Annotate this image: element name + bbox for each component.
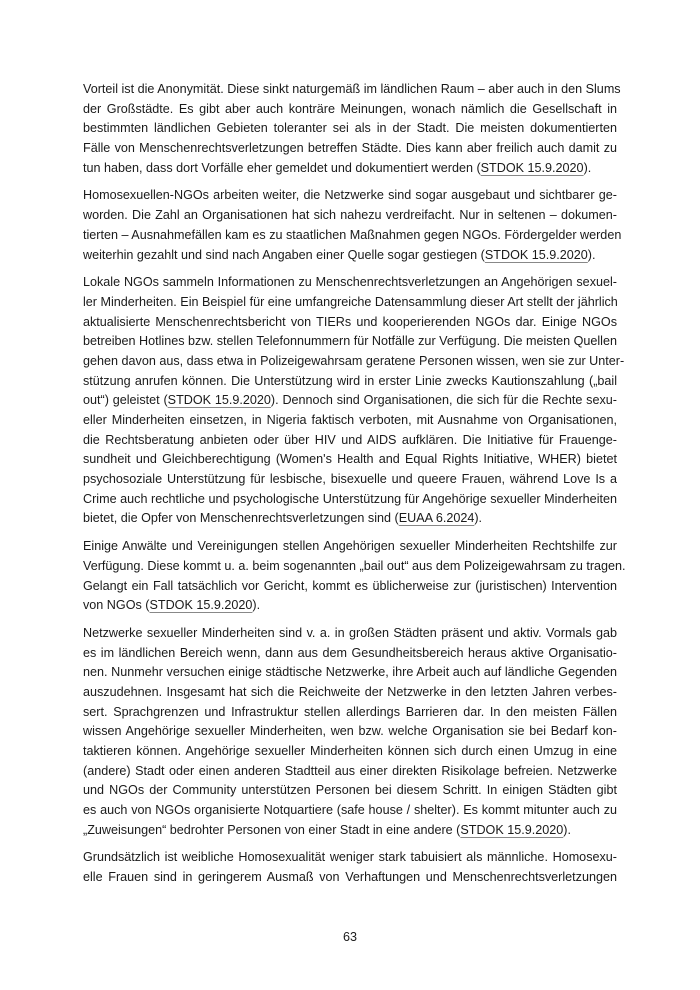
line-text: nen. Nunmehr versuchen einige städtische Netzwerke, ihre Arbeit auch auf ländliche Gegenden: [83, 665, 617, 680]
line-text: Crime auch rechtliche und psychologische Unterstützung für Angehörige sexueller Minderheiten: [83, 491, 617, 506]
line-text: Homosexuellen-NGOs arbeiten weiter, die Netzwerke sind sogar ausgebaut und sichtbarer ge-: [83, 188, 617, 203]
text-line: [83, 509, 617, 529]
text-line: [83, 313, 617, 333]
line-text: aktualisierte Menschenrechtsbericht von TIERs und kooperierenden NGOs dar. Einige NGOs: [83, 314, 617, 329]
text-line: [83, 801, 617, 821]
line-text: worden. Die Zahl an Organisationen hat sich nahezu verdreifacht. Nur in seltenen – dokumen-: [83, 208, 617, 223]
line-text: wissen Angehörige sexueller Minderheiten, wen bzw. welche Organisation sie bei Bedarf kon-: [83, 724, 617, 739]
text-line: [83, 273, 617, 293]
line-text: Lokale NGOs sammeln Informationen zu Menschenrechtsverletzungen an Angehörigen sexuel-: [83, 275, 617, 290]
paragraph: [83, 624, 617, 841]
line-text: Netzwerke sexueller Minderheiten sind v. a. in großen Städten präsent und aktiv. Vormals gab: [83, 625, 617, 640]
line-text: elle Frauen sind in geringerem Ausmaß von Verhaftungen und Menschenrechtsverletzungen: [83, 870, 617, 885]
text-line: [83, 206, 617, 226]
text-line: [83, 139, 617, 159]
paragraph: [83, 537, 626, 616]
text-line: [83, 577, 617, 597]
line-text: tun haben, dass dort Vorfälle eher gemeldet und dokumentiert werden (: [83, 160, 481, 175]
line-text: taktieren können. Angehörige sexueller Minderheiten können sich durch einen Umzug in eine: [83, 744, 617, 758]
line-text: ).: [583, 160, 592, 175]
text-line: [83, 119, 617, 139]
line-text: Grundsätzlich ist weibliche Homosexualität weniger stark tabuisiert als männliche. Homosexu-: [83, 850, 617, 865]
text-line: [83, 557, 626, 577]
text-line: [83, 372, 617, 392]
paragraph: [83, 80, 621, 178]
text-line: [83, 470, 617, 490]
line-text: Gelangt ein Fall tatsächlich vor Gericht, kommt es üblicherweise zur (juristischen) Intervention: [83, 578, 617, 593]
paragraph: [83, 186, 622, 265]
text-line: [83, 821, 617, 841]
line-text: betreiben Hotlines bzw. stellen Telefonnummern für Notfälle zur Verfügung. Die meisten Quellen: [83, 334, 617, 349]
text-line: [83, 868, 617, 888]
source-reference-link[interactable]: STDOK 15.9.2020: [460, 822, 564, 837]
source-reference-link[interactable]: STDOK 15.9.2020: [484, 247, 588, 262]
text-line: [83, 644, 617, 664]
line-text: gehen davon aus, dass etwa in Polizeigewahrsam geratene Personen wissen, wen sie zur Unter-: [83, 353, 625, 368]
line-text: eller Minderheiten einsetzen, in Nigeria faktisch verboten, mit Ausnahme von Organisationen,: [83, 413, 617, 427]
text-line: [83, 742, 617, 762]
text-line: [83, 596, 617, 616]
text-line: [83, 683, 617, 703]
text-line: [83, 431, 617, 451]
line-text: auszudehnen. Insgesamt hat sich die Reichweite der Netzwerke in den letzten Jahren verbes-: [83, 684, 617, 699]
text-line: [83, 352, 625, 372]
line-text: bietet, die Opfer von Menschenrechtsverletzungen sind (: [83, 511, 399, 526]
source-reference-link[interactable]: EUAA 6.2024: [398, 511, 475, 526]
text-line: [83, 246, 617, 266]
text-line: [83, 411, 617, 431]
line-text: es auch von NGOs organisierte Notquartiere (safe house / shelter). Es kommt mitunter auch zu: [83, 803, 617, 818]
source-reference-link[interactable]: STDOK 15.9.2020: [149, 598, 253, 613]
text-line: [83, 332, 617, 352]
line-text: ).: [563, 822, 571, 837]
line-text: es im ländlichen Bereich wenn, dann aus dem Gesundheitsbereich heraus aktive Organisatio-: [83, 645, 617, 660]
line-text: der Großstädte. Es gibt aber auch konträre Meinungen, wonach nämlich die Gesellschaft in: [83, 101, 617, 116]
paragraph: [83, 273, 625, 529]
text-line: [83, 186, 617, 206]
source-reference-link[interactable]: STDOK 15.9.2020: [167, 393, 271, 408]
text-line: [83, 663, 617, 683]
line-text: ).: [252, 598, 261, 613]
source-reference-link[interactable]: STDOK 15.9.2020: [480, 160, 584, 175]
text-line: [83, 293, 617, 313]
line-text: von NGOs (: [83, 598, 150, 613]
line-text: sundheit und Gleichberechtigung (Women's Health and Equal Rights Initiative, WHER) bietet: [83, 452, 617, 467]
line-text: psychosoziale Unterstützung für lesbische, bisexuelle und queere Frauen, während Love Is a: [83, 472, 617, 487]
text-line: [83, 450, 617, 470]
line-text: bestimmten ländlichen Gebieten toleranter sei als in der Stadt. Die meisten dokumentierten: [83, 121, 617, 136]
line-text: tierten – Ausnahmefällen kam es zu staatlichen Maßnahmen gegen NGOs. Fördergelder werden: [83, 227, 622, 242]
line-text: die Rechtsberatung anbieten oder über HIV und AIDS aufklären. Die Initiative für Frauenge-: [83, 432, 617, 447]
text-line: [83, 159, 617, 179]
text-line: [83, 490, 617, 510]
line-text: Fälle von Menschenrechtsverletzungen betreffen Städte. Dies kann aber freilich auch damit zu: [83, 141, 617, 156]
line-text: Einige Anwälte und Vereinigungen stellen Angehörigen sexueller Minderheiten Rechtshilfe zur: [83, 539, 617, 554]
text-line: [83, 391, 617, 411]
line-text: stützung anrufen können. Die Unterstützung wird in erster Linie zwecks Kautionszahlung („bail: [83, 373, 617, 388]
line-text: ler Minderheiten. Ein Beispiel für eine umfangreiche Datensammlung dieser Art stellt der jährlich: [83, 294, 618, 309]
text-line: [83, 226, 622, 246]
line-text: Vorteil ist die Anonymität. Diese sinkt naturgemäß im ländlichen Raum – aber auch in den Slums: [83, 82, 621, 96]
text-line: [83, 703, 617, 723]
line-text: weiterhin gezahlt und sind nach Angaben einer Quelle sogar gestiegen (: [83, 247, 485, 262]
document-body: [83, 80, 626, 896]
text-line: [83, 722, 617, 742]
text-line: [83, 762, 617, 782]
text-line: [83, 537, 617, 557]
line-text: ). Dennoch sind Organisationen, die sich für die Rechte sexu-: [270, 393, 617, 408]
paragraph: [83, 848, 617, 887]
line-text: ).: [474, 511, 483, 526]
page-number: 63: [342, 930, 357, 944]
text-line: [83, 80, 621, 100]
text-line: [83, 781, 617, 801]
line-text: out“) geleistet (: [83, 393, 168, 408]
line-text: und NGOs der Community unterstützen Personen bei diesem Schritt. In einigen Städten gibt: [83, 783, 617, 798]
line-text: Verfügung. Diese kommt u. a. beim sogenannten „bail out“ aus dem Polizeigewahrsam zu tragen.: [83, 558, 626, 573]
line-text: sert. Sprachgrenzen und Infrastruktur stellen allerdings Barrieren dar. In den meisten Fällen: [83, 704, 617, 719]
line-text: ).: [587, 247, 596, 262]
text-line: [83, 624, 617, 644]
text-line: [83, 848, 617, 868]
line-text: „Zuweisungen“ bedrohter Personen von einer Stadt in eine andere (: [83, 822, 461, 837]
line-text: (andere) Stadt oder einen anderen Stadtteil aus einer direkten Risikolage befreien. Netzwerke: [83, 763, 617, 778]
text-line: [83, 100, 617, 120]
